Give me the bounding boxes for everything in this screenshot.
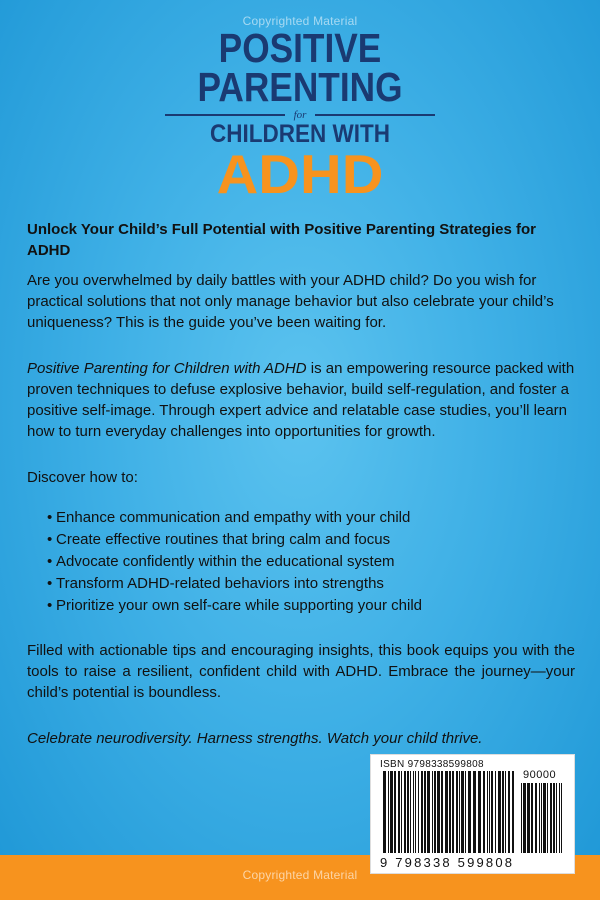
barcode-bar (531, 783, 533, 853)
barcode-bar (394, 771, 396, 853)
barcode-bar (418, 771, 419, 853)
barcode-bar (541, 783, 542, 853)
bullet-list (27, 507, 575, 617)
barcode-bar (561, 783, 562, 853)
barcode-bar (452, 771, 454, 853)
isbn-barcode (370, 754, 575, 874)
title-line-positive: POSITIVE (218, 25, 382, 71)
description-text: is an empowering resource packed with proven techniques to defuse explosive behavior, build self-regulation, and foster a positive self-image. Through expert advice and relatable case studies, you’ll learn how to turn everyday challenges into opportunities for growth. (27, 360, 575, 440)
title-line-children-with: CHILDREN WITH (210, 120, 390, 148)
barcode-bar (535, 783, 537, 853)
headline: Unlock Your Child’s Full Potential with Positive Parenting Strategies for ADHD (27, 221, 536, 259)
list-item-text: Advocate confidently within the educational system (56, 553, 395, 570)
list-item-text: Prioritize your own self-care while supporting your child (56, 597, 422, 614)
barcode-bar (445, 771, 448, 853)
barcode-bar (398, 771, 400, 853)
watermark-bottom: Copyrighted Material (242, 868, 358, 882)
bullet-icon: • (47, 531, 53, 548)
title-line-adhd: ADHD (216, 143, 384, 205)
closing-paragraph: Filled with actionable tips and encouraging insights, this book equips you with the tools to raise a resilient, confident child with ADHD. Embrace the journey—your child’s potential is boundless. (27, 642, 575, 701)
list-item (27, 595, 575, 617)
barcode-bar (415, 771, 416, 853)
barcode-bar (547, 783, 548, 853)
list-item-text: Transform ADHD-related behaviors into strengths (56, 575, 384, 592)
barcode-bar (527, 783, 530, 853)
barcode-bar (539, 783, 540, 853)
list-item (27, 551, 575, 573)
title-rule-left (165, 114, 285, 116)
barcode-bar (512, 771, 514, 853)
book-title (0, 25, 600, 205)
barcode-bar (556, 783, 557, 853)
barcode-bar (473, 771, 476, 853)
isbn-label: ISBN 9798338599808 (380, 759, 484, 770)
barcode-bar (521, 783, 522, 853)
barcode-bar (434, 771, 436, 853)
barcode-bar (441, 771, 443, 853)
barcode-bar (410, 771, 411, 853)
barcode-bar (461, 771, 464, 853)
list-item (27, 529, 575, 551)
list-item (27, 507, 575, 529)
barcode-bar (491, 771, 493, 853)
barcode-bar (424, 771, 426, 853)
title-for-word: for (293, 109, 307, 121)
list-item-text: Create effective routines that bring calm and focus (56, 531, 391, 548)
barcode-bar (459, 771, 460, 853)
barcode-bar (559, 783, 560, 853)
barcode-bar (432, 771, 433, 853)
barcode-bar (401, 771, 402, 853)
barcode-bar (468, 771, 471, 853)
barcode-bars-icon (383, 771, 515, 853)
bullet-icon: • (47, 509, 53, 526)
barcode-bar (449, 771, 451, 853)
barcode-bar (427, 771, 430, 853)
barcode-bar (437, 771, 440, 853)
title-line-parenting: PARENTING (197, 64, 403, 110)
barcode-bar (483, 771, 485, 853)
barcode-bar (505, 771, 506, 853)
barcode-bar (407, 771, 409, 853)
description-paragraph (27, 358, 575, 442)
barcode-bar (478, 771, 481, 853)
barcode-bar (465, 771, 466, 853)
list-item-text: Enhance communication and empathy with your child (56, 509, 411, 526)
isbn-digits: 9 798338 599808 (380, 855, 515, 870)
barcode-bar (456, 771, 458, 853)
addon-barcode-bars-icon (521, 783, 565, 853)
book-title-inline: Positive Parenting for Children with ADHD (27, 360, 307, 377)
watermark-top: Copyrighted Material (242, 14, 358, 28)
price-code: 90000 (523, 769, 557, 781)
barcode-bar (421, 771, 423, 853)
barcode-bar (390, 771, 393, 853)
barcode-bar (404, 771, 406, 853)
discover-heading: Discover how to: (27, 469, 138, 486)
barcode-bar (383, 771, 386, 853)
barcode-bar (388, 771, 389, 853)
intro-paragraph: Are you overwhelmed by daily battles with your ADHD child? Do you wish for practical solutions that not only manage behavior but also celebrate your child’s uniqueness? This is the guide you’ve been waiting for. (27, 272, 554, 331)
barcode-bar (523, 783, 526, 853)
barcode-bar (550, 783, 552, 853)
title-rule-right (315, 114, 435, 116)
barcode-bar (487, 771, 488, 853)
barcode-bar (543, 783, 546, 853)
barcode-bar (413, 771, 414, 853)
barcode-bar (489, 771, 490, 853)
bullet-icon: • (47, 553, 53, 570)
barcode-bar (498, 771, 501, 853)
bullet-icon: • (47, 575, 53, 592)
list-item (27, 573, 575, 595)
barcode-bar (502, 771, 504, 853)
barcode-bar (495, 771, 496, 853)
barcode-bar (508, 771, 510, 853)
barcode-bar (553, 783, 555, 853)
tagline: Celebrate neurodiversity. Harness strengths. Watch your child thrive. (27, 730, 483, 747)
bullet-icon: • (47, 597, 53, 614)
